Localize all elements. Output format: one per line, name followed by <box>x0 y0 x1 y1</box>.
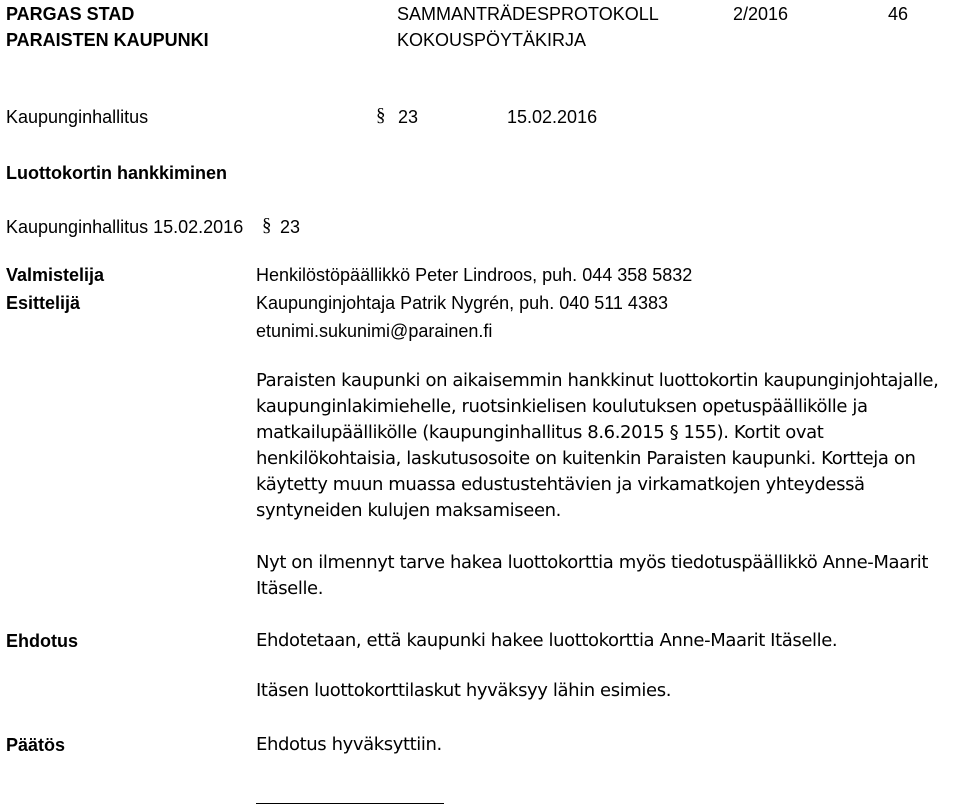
need-paragraph <box>256 550 946 602</box>
meeting-body: Kaupunginhallitus <box>6 107 149 127</box>
paragraph-line: syntyneiden kulujen maksamiseen. <box>256 500 561 521</box>
paragraph-line: Nyt on ilmennyt tarve hakea luottokorttia myös tiedotuspäällikkö Anne-Maarit <box>256 552 928 573</box>
reference-number: 23 <box>280 217 301 237</box>
section-symbol: § <box>376 105 386 126</box>
proposal-text: Ehdotetaan, että kaupunki hakee luottokorttia Anne-Maarit Itäselle. <box>256 630 838 651</box>
end-divider-line <box>256 803 444 804</box>
reference-section-symbol: § <box>262 215 272 236</box>
paragraph-line: Paraisten kaupunki on aikaisemmin hankkinut luottokortin kaupunginjohtajalle, <box>256 370 939 391</box>
presenter-value: Kaupunginjohtaja Patrik Nygrén, puh. 040 511 4383 <box>256 293 668 313</box>
paragraph-line: Itäselle. <box>256 578 324 599</box>
background-paragraph <box>256 368 946 524</box>
doc-type-sv: SAMMANTRÄDESPROTOKOLL <box>397 4 659 24</box>
proposal-text-2: Itäsen luottokorttilaskut hyväksyy lähin esimies. <box>256 680 672 701</box>
reference-text: Kaupunginhallitus 15.02.2016 <box>6 217 244 237</box>
paragraph-line: kaupunginlakimiehelle, ruotsinkielisen koulutuksen opetuspäällikölle ja <box>256 396 868 417</box>
email-address: etunimi.sukunimi@parainen.fi <box>256 321 493 341</box>
issue-number: 2/2016 <box>733 4 789 24</box>
proposal-label: Ehdotus <box>6 631 78 651</box>
page-number: 46 <box>888 4 909 24</box>
paragraph-line: käytetty muun muassa edustustehtävien ja virkamatkojen yhteydessä <box>256 474 865 495</box>
meeting-number: 23 <box>398 107 419 127</box>
presenter-label: Esittelijä <box>6 293 81 313</box>
meeting-date: 15.02.2016 <box>507 107 598 127</box>
doc-type-fi: KOKOUSPÖYTÄKIRJA <box>397 30 587 50</box>
org-name-fi: PARAISTEN KAUPUNKI <box>6 30 209 50</box>
preparer-value: Henkilöstöpäällikkö Peter Lindroos, puh. 044 358 5832 <box>256 265 693 285</box>
preparer-label: Valmistelija <box>6 265 105 285</box>
paragraph-line: matkailupäällikölle (kaupunginhallitus 8.6.2015 § 155). Kortit ovat <box>256 422 824 443</box>
agenda-title: Luottokortin hankkiminen <box>6 163 228 183</box>
paragraph-line: henkilökohtaisia, laskutusosoite on kuitenkin Paraisten kaupunki. Kortteja on <box>256 448 916 469</box>
decision-label: Päätös <box>6 735 66 755</box>
org-name-sv: PARGAS STAD <box>6 4 135 24</box>
decision-text: Ehdotus hyväksyttiin. <box>256 734 442 755</box>
